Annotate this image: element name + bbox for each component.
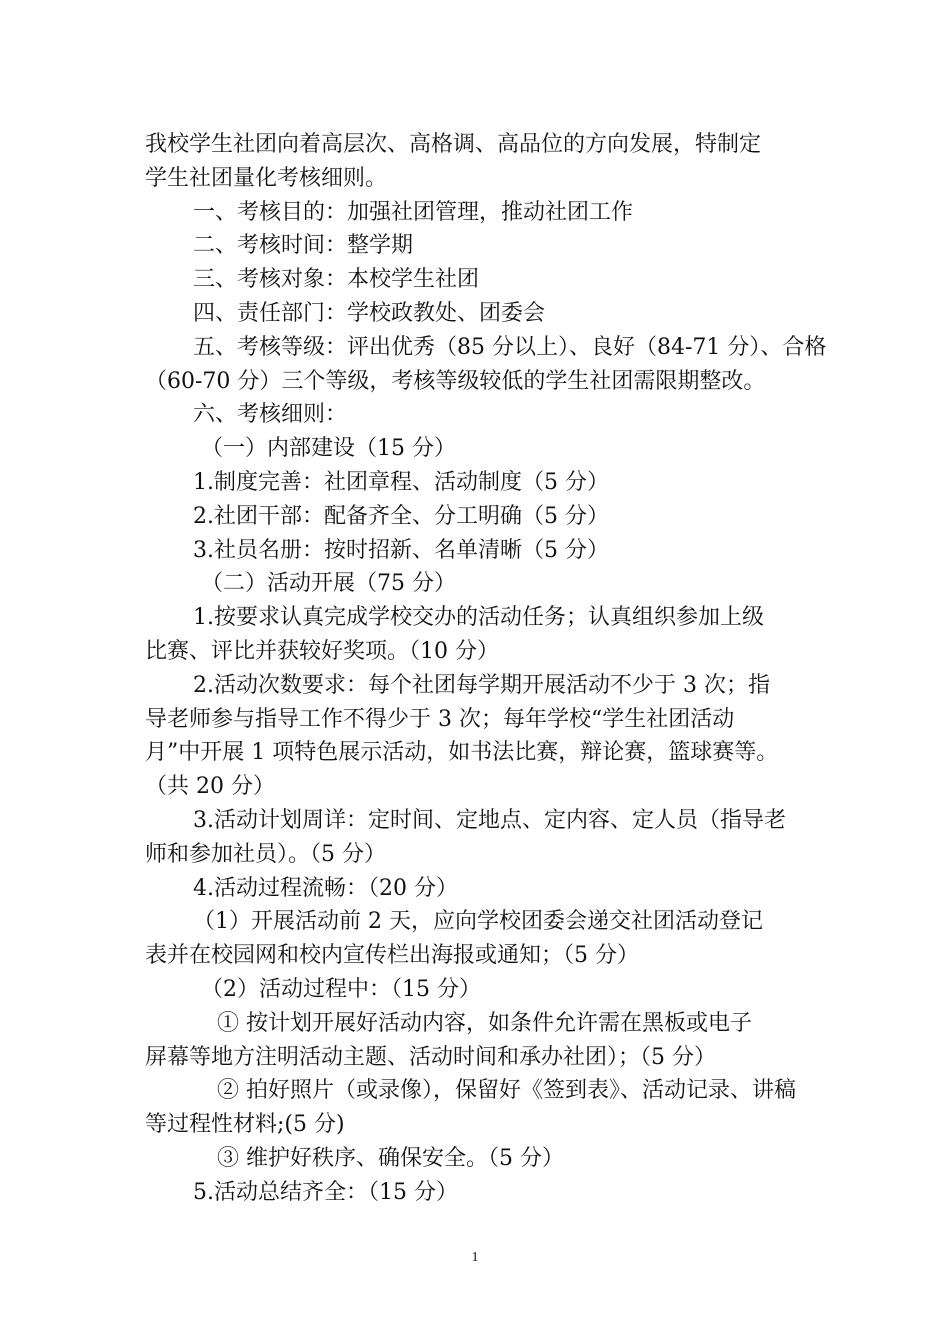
circled-item-line: ① 按计划开展好活动内容，如条件允许需在黑板或电子 [217, 1010, 752, 1036]
paragraph-line: （共 20 分） [145, 774, 275, 800]
paragraph-line: 我校学生社团向着高层次、高格调、高品位的方向发展，特制定 [145, 132, 762, 157]
paragraph-line: 学生社团量化考核细则。 [145, 165, 388, 191]
paragraph-line: 表并在校园网和校内宣传栏出海报或通知；（5 分） [145, 943, 639, 969]
list-item-line: 1.制度完善：社团章程、活动制度（5 分） [193, 469, 609, 495]
section-heading-line: 二、考核时间：整学期 [193, 233, 414, 259]
section-heading-line: 六、考核细则： [193, 402, 348, 428]
paragraph-line: 师和参加社员）。（5 分） [145, 841, 386, 867]
list-item-line: 3.社员名册：按时招新、名单清晰（5 分） [193, 537, 609, 563]
section-heading-line: 一、考核目的：加强社团管理，推动社团工作 [193, 199, 634, 225]
subsection-heading-line: （一）内部建设（15 分） [201, 436, 456, 462]
paragraph-line: 屏幕等地方注明活动主题、活动时间和承办社团）；（5 分） [145, 1044, 716, 1070]
paragraph-line: 等过程性材料;(5 分) [145, 1112, 345, 1138]
paragraph-line: 比赛、评比并获较好奖项。（10 分） [145, 638, 499, 664]
paragraph-line: 月”中开展 1 项特色展示活动，如书法比赛，辩论赛，篮球赛等。 [145, 740, 779, 766]
subsection-heading-line: （二）活动开展（75 分） [201, 571, 456, 597]
list-item-line: 3.活动计划周详：定时间、定地点、定内容、定人员（指导老 [193, 807, 786, 833]
list-item-line: 4.活动过程流畅：（20 分） [193, 875, 458, 901]
document-body [145, 128, 827, 1210]
sub-item-line: （1）开展活动前 2 天，应向学校团委会递交社团活动登记 [193, 909, 763, 935]
page-number: 1 [471, 1250, 479, 1265]
paragraph-line: （60-70 分）三个等级，考核等级较低的学生社团需限期整改。 [145, 368, 766, 394]
circled-item-line: ② 拍好照片（或录像），保留好《签到表》、活动记录、讲稿 [217, 1078, 796, 1104]
list-item-line: 2.活动次数要求：每个社团每学期开展活动不少于 3 次；指 [193, 672, 770, 698]
paragraph-line: 导老师参与指导工作不得少于 3 次；每年学校“学生社团活动 [145, 706, 735, 732]
section-heading-line: 四、责任部门：学校政教处、团委会 [193, 300, 546, 326]
sub-item-line: （2）活动过程中：（15 分） [201, 976, 481, 1002]
circled-item-line: ③ 维护好秩序、确保安全。（5 分） [217, 1145, 564, 1171]
section-heading-line: 三、考核对象：本校学生社团 [193, 267, 480, 293]
list-item-line: 2.社团干部：配备齐全、分工明确（5 分） [193, 503, 609, 529]
list-item-line: 5.活动总结齐全：（15 分） [193, 1179, 458, 1205]
list-item-line: 1.按要求认真完成学校交办的活动任务；认真组织参加上级 [193, 605, 764, 631]
section-heading-line: 五、考核等级：评出优秀（85 分以上）、良好（84-71 分）、合格 [193, 334, 827, 360]
